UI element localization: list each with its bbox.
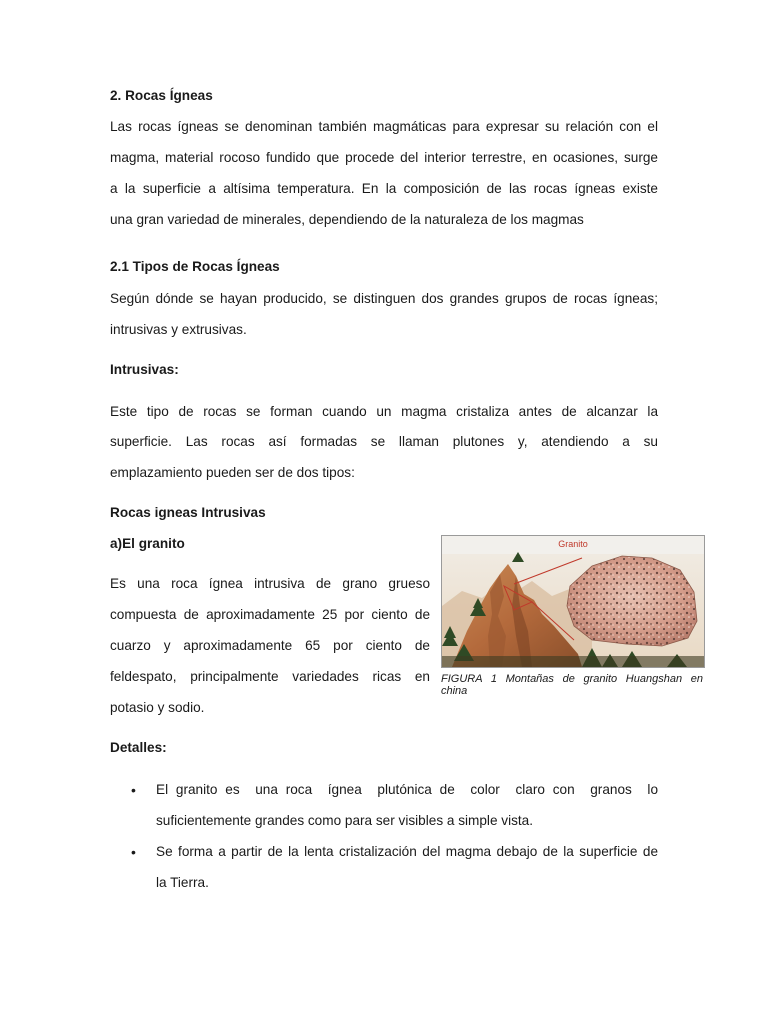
granite-figure-image — [441, 535, 705, 668]
paragraph-line: a la superficie a altísima temperatura. En la composición de las rocas ígneas existe — [110, 181, 658, 196]
paragraph-line: magma, material rocoso fundido que procede del interior terrestre, en ocasiones, surge — [110, 150, 658, 165]
paragraph-line: Es una roca ígnea intrusiva de grano grueso — [110, 576, 430, 591]
paragraph-line: Las rocas ígneas se denominan también magmáticas para expresar su relación con el — [110, 119, 658, 134]
figure-caption: FIGURA 1 Montañas de granito Huangshan en — [441, 673, 703, 685]
subsection-heading: 2.1 Tipos de Rocas Ígneas — [110, 259, 280, 274]
bullet-item-line: suficientemente grandes como para ser visibles a simple vista. — [156, 813, 534, 828]
detalles-heading: Detalles: — [110, 740, 167, 755]
paragraph-line: superficie. Las rocas así formadas se llaman plutones y, atendiendo a su — [110, 434, 658, 449]
paragraph-line: feldespato, principalmente variedades ricas en — [110, 669, 430, 684]
paragraph-line: cuarzo y aproximadamente 65 por ciento de — [110, 638, 430, 653]
paragraph-line: emplazamiento pueden ser de dos tipos: — [110, 465, 355, 480]
figure-caption-continued: china — [441, 685, 468, 697]
paragraph-line: intrusivas y extrusivas. — [110, 322, 247, 337]
intrusivas-heading: Intrusivas: — [110, 362, 179, 377]
section-heading: 2. Rocas Ígneas — [110, 88, 213, 103]
bullet-item-line: Se forma a partir de la lenta cristalización del magma debajo de la superficie de — [156, 844, 658, 859]
paragraph-line: Según dónde se hayan producido, se distinguen dos grandes grupos de rocas ígneas; — [110, 291, 658, 306]
bullet-item-line: la Tierra. — [156, 875, 209, 890]
granito-subheading: a)El granito — [110, 536, 185, 551]
paragraph-line: Este tipo de rocas se forman cuando un magma cristaliza antes de alcanzar la — [110, 404, 658, 419]
paragraph-line: una gran variedad de minerales, dependiendo de la naturaleza de los magmas — [110, 212, 584, 227]
paragraph-line: compuesta de aproximadamente 25 por ciento de — [110, 607, 430, 622]
figure-label: Granito — [558, 539, 588, 549]
bullet-marker: • — [131, 782, 136, 798]
rocas-intrusivas-heading: Rocas igneas Intrusivas — [110, 505, 266, 520]
bullet-marker: • — [131, 844, 136, 860]
bullet-item-line: El granito es una roca ígnea plutónica de color claro con granos lo — [156, 782, 658, 797]
paragraph-line: potasio y sodio. — [110, 700, 205, 715]
granite-mountain-illustration — [442, 536, 704, 667]
